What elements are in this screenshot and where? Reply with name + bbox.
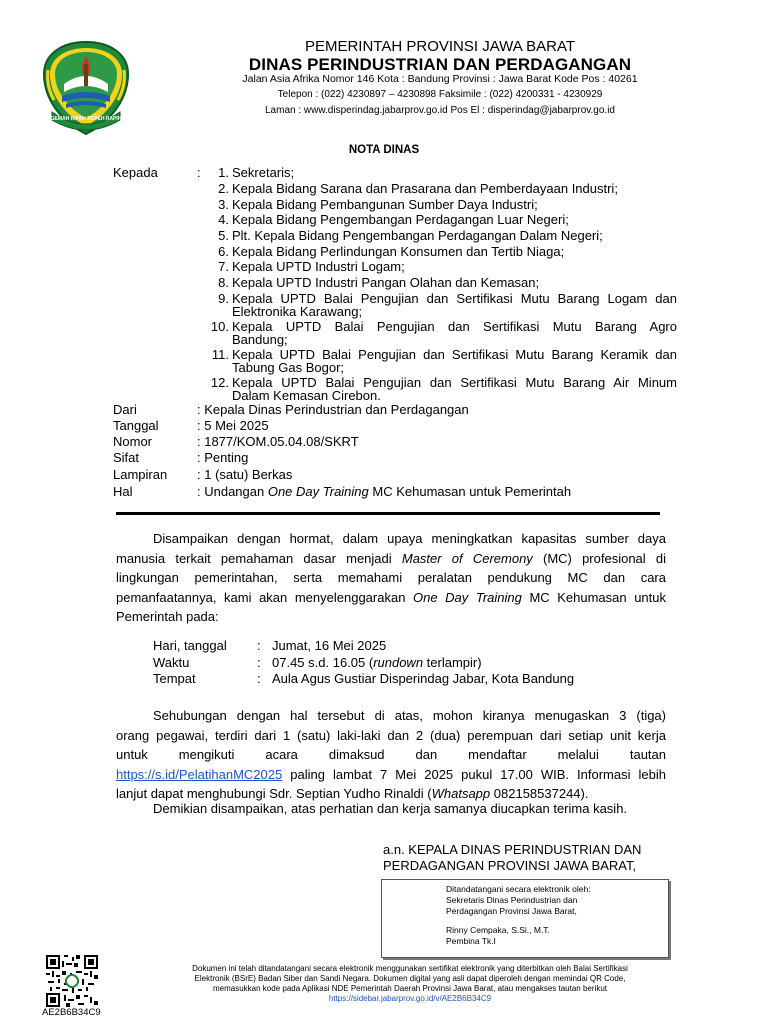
recipient-number: 6. <box>218 244 229 259</box>
recipient-item: Plt. Kepala Bidang Pengembangan Perdagangan Dalam Negeri; <box>232 228 603 243</box>
sifat-value: : Penting <box>197 450 249 465</box>
recipient-number: 3. <box>218 197 229 212</box>
recipient-item-continued: Dalam Kemasan Cirebon. <box>232 388 381 403</box>
text-span: manusia terkait pemahaman dasar menjadi <box>116 550 402 566</box>
text-span: paling lambat 7 Mei 2025 pukul 17.00 WIB. Informasi lebih <box>282 766 666 782</box>
text-line: Pemerintah pada: <box>116 609 219 624</box>
hari-colon: : <box>257 638 261 653</box>
tempat-value: Aula Agus Gustiar Disperindag Jabar, Kota Bandung <box>272 671 575 686</box>
text-line: Disampaikan dengan hormat, dalam upaya meningkatkan kapasitas sumber daya <box>153 531 666 546</box>
hal-prefix: : Undangan <box>197 484 268 499</box>
tanggal-label: Tanggal <box>113 418 159 433</box>
footer-disclaimer-line: Elektronik (BSrE) Badan Siber dan Sandi Negara. Dokumen digital yang asli dapat diperoleh dengan memindai QR Code, <box>194 974 626 983</box>
hal-suffix: MC Kehumasan untuk Pemerintah <box>368 484 572 499</box>
waktu-label: Waktu <box>153 655 190 670</box>
header-agency: DINAS PERINDUSTRIAN DAN PERDAGANGAN <box>248 55 632 74</box>
sifat-label: Sifat <box>113 450 140 465</box>
header-phone: Telepon : (022) 4230897 – 4230898 Faksimile : (022) 4200331 - 4230929 <box>277 89 603 100</box>
recipient-item: Kepala Bidang Pengembangan Perdagangan Luar Negeri; <box>232 212 569 227</box>
text-line: orang pegawai, terdiri dari 1 (satu) laki-laki dan 2 (dua) perempuan dari setiap unit kerja <box>116 727 666 743</box>
lampiran-value: : 1 (satu) Berkas <box>197 467 293 482</box>
text-italic: rundown <box>373 655 424 670</box>
text-line <box>116 549 666 569</box>
recipient-number: 10. <box>210 319 229 334</box>
recipient-item-continued: Tabung Gas Bogor; <box>232 360 345 375</box>
dari-value: : Kepala Dinas Perindustrian dan Perdagangan <box>197 402 469 417</box>
document-title: NOTA DINAS <box>348 144 420 156</box>
text-span: lanjut dapat menghubungi Sdr. Septian Yudho Rinaldi ( <box>116 786 432 801</box>
hari-value: Jumat, 16 Mei 2025 <box>272 638 387 653</box>
text-italic: One Day Training <box>413 589 522 605</box>
kepada-colon: : <box>197 165 201 180</box>
text-span: (MC) profesional di <box>532 550 666 566</box>
hal-label: Hal <box>113 484 133 499</box>
separator-rule <box>116 512 660 515</box>
recipient-item-continued: Bandung; <box>232 332 288 347</box>
registration-link[interactable]: https://s.id/PelatihanMC2025 <box>116 766 283 782</box>
text-span: MC Kehumasan untuk <box>521 589 666 605</box>
recipient-number: 9. <box>218 291 229 306</box>
recipient-item: Kepala UPTD Balai Pengujian dan Sertifikasi Mutu Barang Keramik dan <box>232 347 677 362</box>
tanggal-value: : 5 Mei 2025 <box>197 418 269 433</box>
recipient-item: Kepala Bidang Sarana dan Prasarana dan Pemberdayaan Industri; <box>232 181 618 196</box>
waktu-value <box>272 655 482 670</box>
tempat-colon: : <box>257 671 261 686</box>
kepada-label: Kepada <box>113 165 158 180</box>
recipient-number: 1. <box>218 165 229 180</box>
recipient-number: 12. <box>210 375 229 390</box>
header-website: Laman : www.disperindag.jabarprov.go.id Pos El : disperindag@jabarprov.go.id <box>265 105 615 116</box>
recipient-item: Kepala Bidang Perlindungan Konsumen dan Tertib Niaga; <box>232 244 565 259</box>
lampiran-label: Lampiran <box>113 467 168 482</box>
body-paragraph-3 <box>116 799 666 819</box>
footer-disclaimer-line: Dokumen ini telah ditandatangani secara elektronik menggunakan sertifikat elektronik yang diterbitkan oleh Balai Sertifikasi <box>192 964 628 973</box>
waktu-colon: : <box>257 655 261 670</box>
recipient-item-continued: Elektronika Karawang; <box>232 304 363 319</box>
nomor-label: Nomor <box>113 434 153 449</box>
signature-box-line: Ditandatangani secara elektronik oleh: <box>446 884 591 894</box>
body-paragraph-2 <box>116 706 666 804</box>
tempat-label: Tempat <box>153 671 196 686</box>
signature-box-line: Sekretaris Dinas Perindustrian dan <box>446 895 578 905</box>
footer-disclaimer-line: memasukkan kode pada Aplikasi NDE Pemerintah Daerah Provinsi Jawa Barat, atau mengakses tautan berikut <box>213 984 607 993</box>
recipient-number: 7. <box>218 259 229 274</box>
recipient-item: Kepala UPTD Balai Pengujian dan Sertifikasi Mutu Barang Logam dan <box>232 291 677 306</box>
recipient-item: Kepala Bidang Pembangunan Sumber Daya Industri; <box>232 197 538 212</box>
recipient-item: Kepala UPTD Industri Logam; <box>232 259 405 274</box>
text-line: lingkungan pemerintahan, serta memahami peralatan pendukung MC dan cara <box>116 570 666 585</box>
header-address: Jalan Asia Afrika Nomor 146 Kota : Bandung Provinsi : Jawa Barat Kode Pos : 40261 <box>242 73 638 85</box>
recipient-number: 2. <box>218 181 229 196</box>
text-line: untuk mengikuti acara dimaksud dan mendaftar melalui tautan <box>116 747 666 762</box>
recipient-item: Sekretaris; <box>232 165 295 180</box>
header-province: PEMERINTAH PROVINSI JAWA BARAT <box>304 38 576 55</box>
hal-italic: One Day Training <box>267 484 369 499</box>
qr-verification-code: AE2B6B34C9 <box>42 1007 101 1018</box>
text-span: 07.45 s.d. 16.05 ( <box>272 655 374 670</box>
recipient-number: 5. <box>218 228 229 243</box>
recipient-number: 11. <box>211 347 229 362</box>
body-paragraph-1 <box>116 529 666 627</box>
dari-label: Dari <box>113 402 137 417</box>
footer-verification-link[interactable]: https://sidebar.jabarprov.go.id/v/AE2B6B34C9 <box>328 994 492 1003</box>
text-italic: Master of Ceremony <box>401 550 533 566</box>
recipient-item: Kepala UPTD Balai Pengujian dan Sertifikasi Mutu Barang Air Minum <box>232 375 677 390</box>
electronic-signature-box <box>381 879 669 958</box>
signature-box-line: Perdagangan Provinsi Jawa Barat, <box>446 906 577 916</box>
text-span: 082158537244). <box>490 786 589 801</box>
signature-title-line-2: PERDAGANGAN PROVINSI JAWA BARAT, <box>383 858 637 873</box>
signer-rank: Pembina Tk.I <box>446 936 496 946</box>
logo-motto: GEMAH RIPAH REPEH RAPIH <box>50 116 122 122</box>
recipient-item: Kepala UPTD Industri Pangan Olahan dan Kemasan; <box>232 275 540 290</box>
verification-qr-code[interactable] <box>46 955 98 1007</box>
nomor-value: : 1877/KOM.05.04.08/SKRT <box>197 434 359 449</box>
text-span: terlampir) <box>423 655 482 670</box>
hari-label: Hari, tanggal <box>153 638 227 653</box>
text-line <box>116 765 666 785</box>
text-line: Sehubungan dengan hal tersebut di atas, mohon kiranya menugaskan 3 (tiga) <box>153 708 666 723</box>
signature-title-line-1: a.n. KEPALA DINAS PERINDUSTRIAN DAN <box>383 842 642 857</box>
text-line: Demikian disampaikan, atas perhatian dan kerja samanya diucapkan terima kasih. <box>153 801 628 816</box>
signer-name: Rinny Cempaka, S.Si., M.T. <box>446 925 550 935</box>
recipient-item: Kepala UPTD Balai Pengujian dan Sertifikasi Mutu Barang Agro <box>232 319 677 334</box>
west-java-emblem-logo <box>40 40 132 136</box>
hal-value <box>197 484 571 499</box>
text-span: pemanfaatannya, kami akan menyelenggarakan <box>116 589 413 605</box>
text-line <box>116 588 666 608</box>
recipient-number: 4. <box>218 212 229 227</box>
recipient-number: 8. <box>218 275 229 290</box>
text-italic: Whatsapp <box>431 786 491 801</box>
